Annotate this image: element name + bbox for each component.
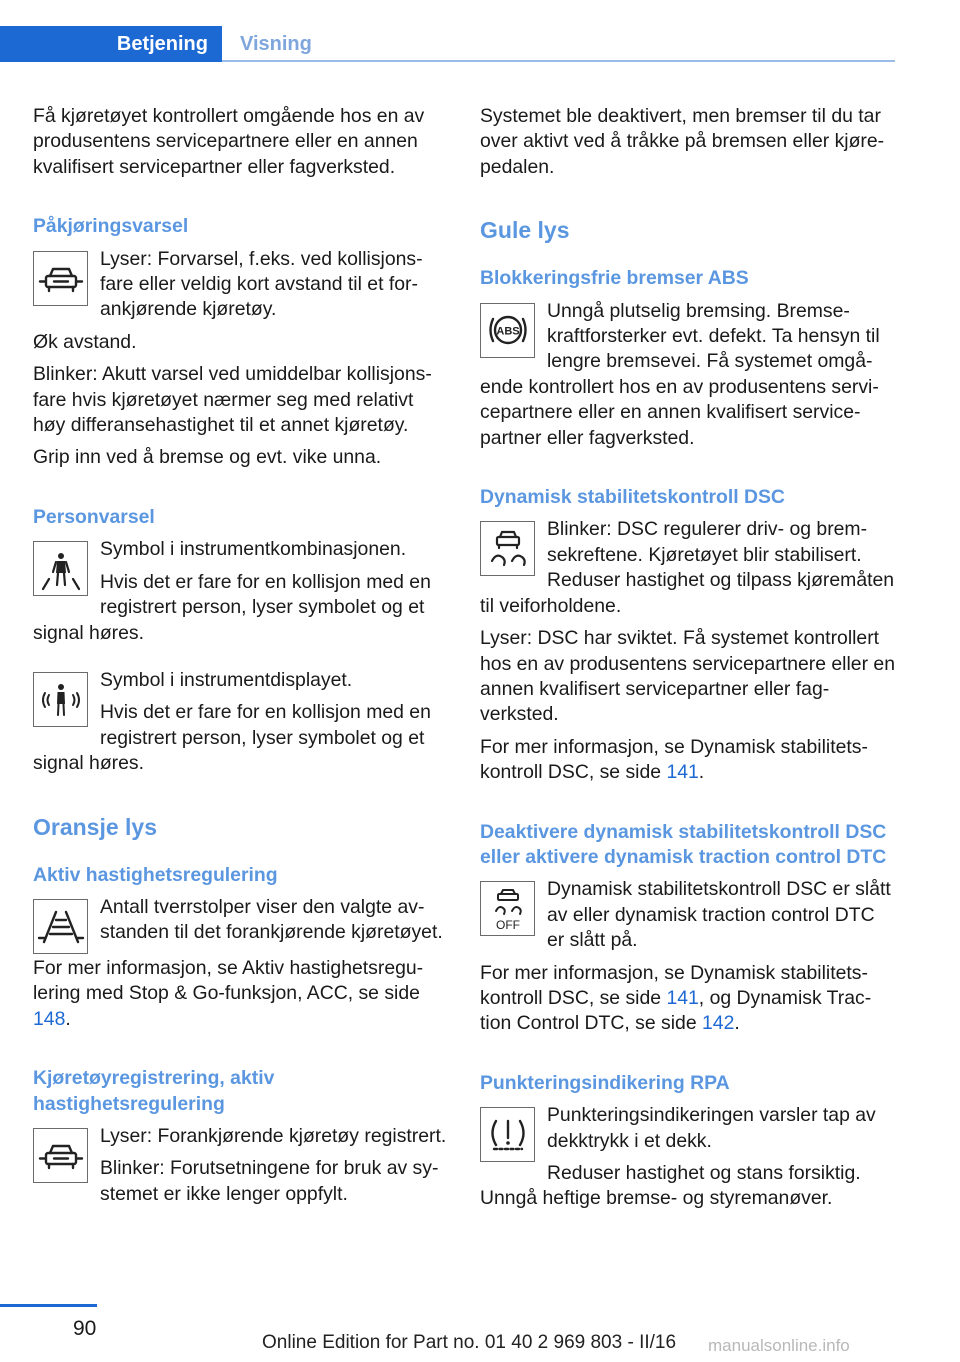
tire-pressure-icon bbox=[480, 1107, 535, 1162]
person-display-text-2: Hvis det er fare for en kollisjon med en registrert person, lyser symbolet og et signal høres. bbox=[33, 701, 431, 775]
abs-icon bbox=[480, 303, 535, 358]
person-display-text-1: Symbol i instrumentdisplayet. bbox=[100, 668, 353, 691]
dsc-text-1: Blinker: DSC regulerer driv- og bremsekreftene. Kjøretøyet blir stabilisert. Reduser hastighet og tilpass kjøremåten til veiforholdene. bbox=[480, 518, 895, 617]
person-warning-text-2: Hvis det er fare for en kollisjon med en registrert person, lyser symbolet og et signal høres. bbox=[33, 570, 431, 644]
footer-rule bbox=[0, 1304, 97, 1307]
page-link-141[interactable]: 141 bbox=[666, 761, 699, 784]
page-link-142[interactable]: 142 bbox=[702, 1012, 735, 1035]
svg-text:ABS: ABS bbox=[495, 325, 520, 338]
car-front-icon bbox=[33, 251, 88, 306]
person-warning-text-1: Symbol i instrumentkombinasjonen. bbox=[100, 538, 407, 561]
collision-warning-text-4: Grip inn ved å bremse og evt. vike unna. bbox=[33, 446, 382, 469]
section-title-vehicle-detection: Kjøretøyregistrering, aktiv hastighetsregulering bbox=[33, 1067, 275, 1115]
left-column bbox=[33, 104, 448, 1207]
dsc-skid-icon bbox=[480, 521, 535, 576]
dsc-text-3: For mer informasjon, se Dynamisk stabilitetskontroll DSC, se side 141. bbox=[480, 735, 868, 784]
section-title-rpa: Punkteringsindikering RPA bbox=[480, 1071, 730, 1094]
collision-warning-text-2: Øk avstand. bbox=[33, 330, 137, 353]
dsc-off-text-2: For mer informasjon, se Dynamisk stabilitetskontroll DSC, se side 141, og Dynamisk Traction Control DTC, se side 142. bbox=[480, 961, 872, 1035]
heading-yellow-lights: Gule lys bbox=[480, 217, 570, 244]
page-number: 90 bbox=[73, 1317, 97, 1340]
section-title-dsc-off: Deaktivere dynamisk stabilitetskontroll DSC eller aktivere dynamisk traction control DTC bbox=[480, 820, 887, 868]
right-intro-text: Systemet ble deaktivert, men bremser til du tar over aktivt ved å tråkke på bremsen eller kjørepedalen. bbox=[480, 105, 885, 178]
section-title-abs: Blokkeringsfrie bremser ABS bbox=[480, 267, 749, 290]
tab-betjening[interactable]: Betjening bbox=[0, 26, 222, 62]
acc-text-2: For mer informasjon, se Aktiv hastighetsregulering med Stop & Go-funksjon, ACC, se side 148. bbox=[33, 956, 424, 1030]
dsc-text-2: Lyser: DSC har sviktet. Få systemet kontrollert hos en av produsentens servicepartnere eller en annen kvalifisert servicepartner eller fagverksted. bbox=[480, 627, 895, 726]
vehicle-detection-text-1: Lyser: Forankjørende kjøretøy registrert. bbox=[100, 1124, 447, 1147]
page-link-148[interactable]: 148 bbox=[33, 1007, 66, 1030]
pedestrian-icon bbox=[33, 541, 88, 596]
tab-visning[interactable]: Visning bbox=[240, 33, 312, 55]
dsc-off-icon bbox=[480, 881, 535, 936]
vehicle-detection-text-2: Blinker: Forutsetningene for bruk av systemet er ikke lenger oppfylt. bbox=[100, 1157, 439, 1205]
section-title-person-warning: Personvarsel bbox=[33, 505, 155, 528]
abs-text: Unngå plutselig bremsing. Bremsekraftforsterker evt. defekt. Ta hensyn til lengre bremsevei. Få systemet omgående kontrollert hos en av produsentens servicepartnere eller en annen kvalifisert servicepartner eller fagverksted. bbox=[480, 299, 880, 449]
tab-divider bbox=[222, 60, 895, 62]
rpa-text-2: Reduser hastighet og stans forsiktig. Unngå heftige bremse- og styremanøver. bbox=[480, 1162, 861, 1210]
watermark: manualsonline.info bbox=[708, 1336, 850, 1355]
intro-text: Få kjøretøyet kontrollert omgående hos en av produsentens servicepartnere eller en annen kvalifisert servicepartner eller fagverksted. bbox=[33, 105, 425, 178]
rpa-text-1: Punkteringsindikeringen varsler tap av dekktrykk i et dekk. bbox=[547, 1104, 876, 1152]
car-front-icon bbox=[33, 1128, 88, 1183]
edition-text: Online Edition for Part no. 01 40 2 969 803 - II/16 bbox=[262, 1332, 677, 1353]
section-title-dsc: Dynamisk stabilitetskontroll DSC bbox=[480, 486, 785, 509]
header-tabs bbox=[0, 26, 895, 62]
distance-bars-icon bbox=[33, 899, 88, 954]
section-title-acc: Aktiv hastighetsregulering bbox=[33, 863, 278, 886]
svg-text:OFF: OFF bbox=[495, 917, 520, 932]
collision-warning-text-1: Lyser: Forvarsel, f.eks. ved kollisjonsfare eller veldig kort avstand til et forankjørende kjøretøy. bbox=[100, 247, 423, 321]
section-title-collision-warning: Påkjøringsvarsel bbox=[33, 215, 189, 238]
right-column bbox=[480, 104, 895, 1212]
acc-text-1: Antall tverrstolper viser den valgte avstanden til det forankjørende kjøretøyet. bbox=[100, 895, 443, 944]
heading-orange-lights: Oransje lys bbox=[33, 813, 158, 840]
pedestrian-waves-icon bbox=[33, 672, 88, 727]
collision-warning-text-3: Blinker: Akutt varsel ved umiddelbar kollisjonsfare hvis kjøretøyet nærmer seg med relativt høy differansehastighet til et annet kjøretøy. bbox=[33, 363, 432, 437]
dsc-off-text-1: Dynamisk stabilitetskontroll DSC er slått av eller dynamisk traction control DTC er slått på. bbox=[547, 878, 891, 952]
page-link-141[interactable]: 141 bbox=[666, 986, 699, 1009]
